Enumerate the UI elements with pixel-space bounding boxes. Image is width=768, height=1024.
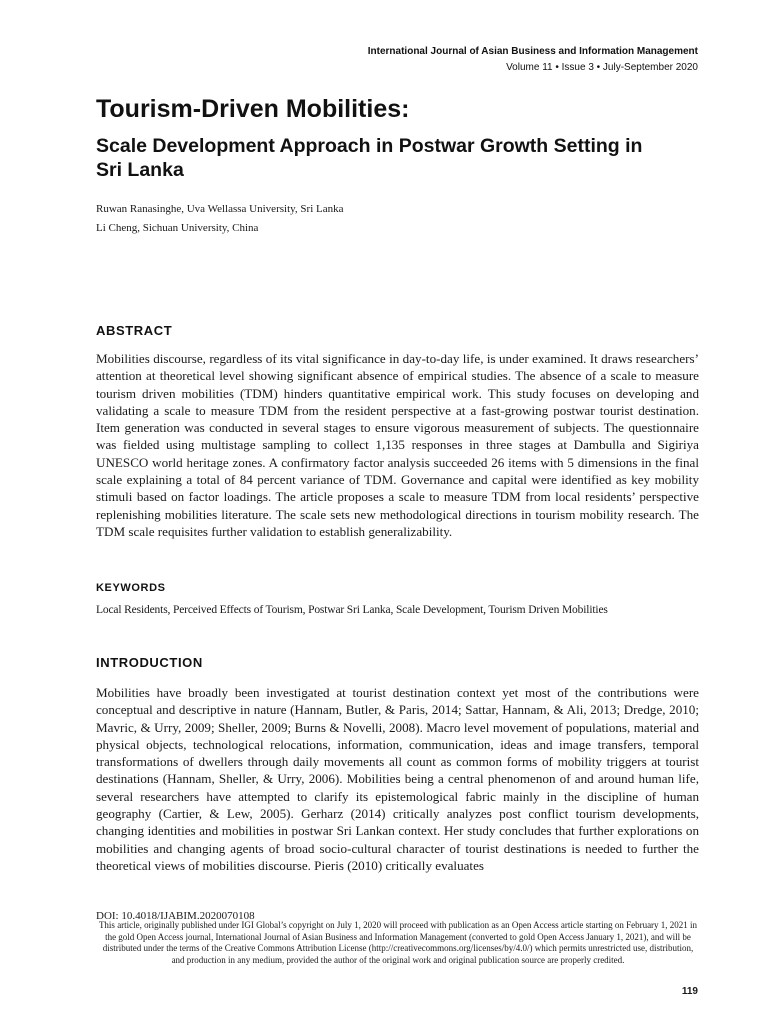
journal-header bbox=[368, 44, 698, 76]
author-line: Li Cheng, Sichuan University, China bbox=[96, 222, 259, 234]
abstract-heading: ABSTRACT bbox=[96, 323, 173, 338]
doi: DOI: 10.4018/IJABIM.2020070108 bbox=[96, 910, 255, 922]
keywords-heading: KEYWORDS bbox=[96, 582, 166, 594]
abstract-text: Mobilities discourse, regardless of its vital significance in day-to-day life, is under examined. It draws researchers’ attention at theoretical level showing significant absence of empirical studies. The absence of a scale to measure tourism driven mobilities (TDM) hinders quantitative empirical work. This study focuses on developing and validating a scale to measure TDM from the resident perspective at a fast-growing postwar tourist destination. Item generation was conducted in several stages to ensure vigorous measurement of subjects. The questionnaire was fielded using multistage sampling to collect 1,135 responses in three stages at Dambulla and Sigiriya UNESCO world heritage zones. A confirmatory factor analysis succeeded 26 items with 5 dimensions in the final scale explaining a total of 84 percent variance of TDM. Governance and capital were identified as key mobility stimuli based on factor loadings. The article proposes a scale to measure TDM from local residents’ perspective replenishing mobilities literature. The scale sets new methodological directions in tourism mobility research. The TDM scale requisites further validation to establish generalizability. bbox=[96, 351, 699, 539]
article-title: Tourism-Driven Mobilities: bbox=[96, 95, 410, 123]
author-list bbox=[96, 200, 343, 238]
keywords-text: Local Residents, Perceived Effects of Tourism, Postwar Sri Lanka, Scale Development, Tourism Driven Mobilities bbox=[96, 604, 608, 616]
introduction-heading: INTRODUCTION bbox=[96, 655, 203, 670]
journal-name: International Journal of Asian Business and Information Management bbox=[367, 46, 698, 57]
license-notice: This article, originally published under IGI Global’s copyright on July 1, 2020 will proceed with publication as an Open Access article starting on February 1, 2021 in the gold Open Access journal, International Journal of Asian Business and Information Management (converted to gold Open Access January 1, 2021), and will be distributed under the terms of the Creative Commons Attribution License (http://creativecommons.org/licenses/by/4.0/) which permits unrestricted use, distribution, and production in any medium, provided the author of the original work and original publication source are properly credited. bbox=[98, 920, 698, 965]
issue-line: Volume 11 • Issue 3 • July-September 2020 bbox=[506, 62, 698, 73]
introduction-text: Mobilities have broadly been investigated at tourist destination context yet most of the contributions were conceptual and descriptive in nature (Hannam, Butler, & Paris, 2014; Sattar, Hannam, & Ali, 2013; Dredge, 2010; Mavric, & Urry, 2009; Sheller, 2009; Burns & Novelli, 2008). Macro level movement of populations, material and physical objects, technological relocations, information, communication, ideas and image transfers, temporal transformations of dwellers through daily movements all count as common forms of mobility triggers at tourist destinations (Hannam, Sheller, & Urry, 2006). Mobilities being a central phenomenon of and around human life, several researchers have attempted to clarify its epistemological fabric mainly in the discipline of human geography (Cartier, & Lew, 2005). Gerharz (2014) critically analyzes post conflict tourism developments, changing identities and mobilities in postwar Sri Lankan context. Her study concludes that further explorations on mobilities and changing agents of broad socio-cultural character of tourist destinations is needed to further the theoretical views of mobilities discourse. Pieris (2010) critically evaluates bbox=[96, 685, 699, 873]
article-subtitle: Scale Development Approach in Postwar Growth Setting in Sri Lanka bbox=[96, 135, 643, 181]
page-number: 119 bbox=[681, 986, 698, 997]
author-line: Ruwan Ranasinghe, Uva Wellassa University, Sri Lanka bbox=[96, 203, 344, 215]
